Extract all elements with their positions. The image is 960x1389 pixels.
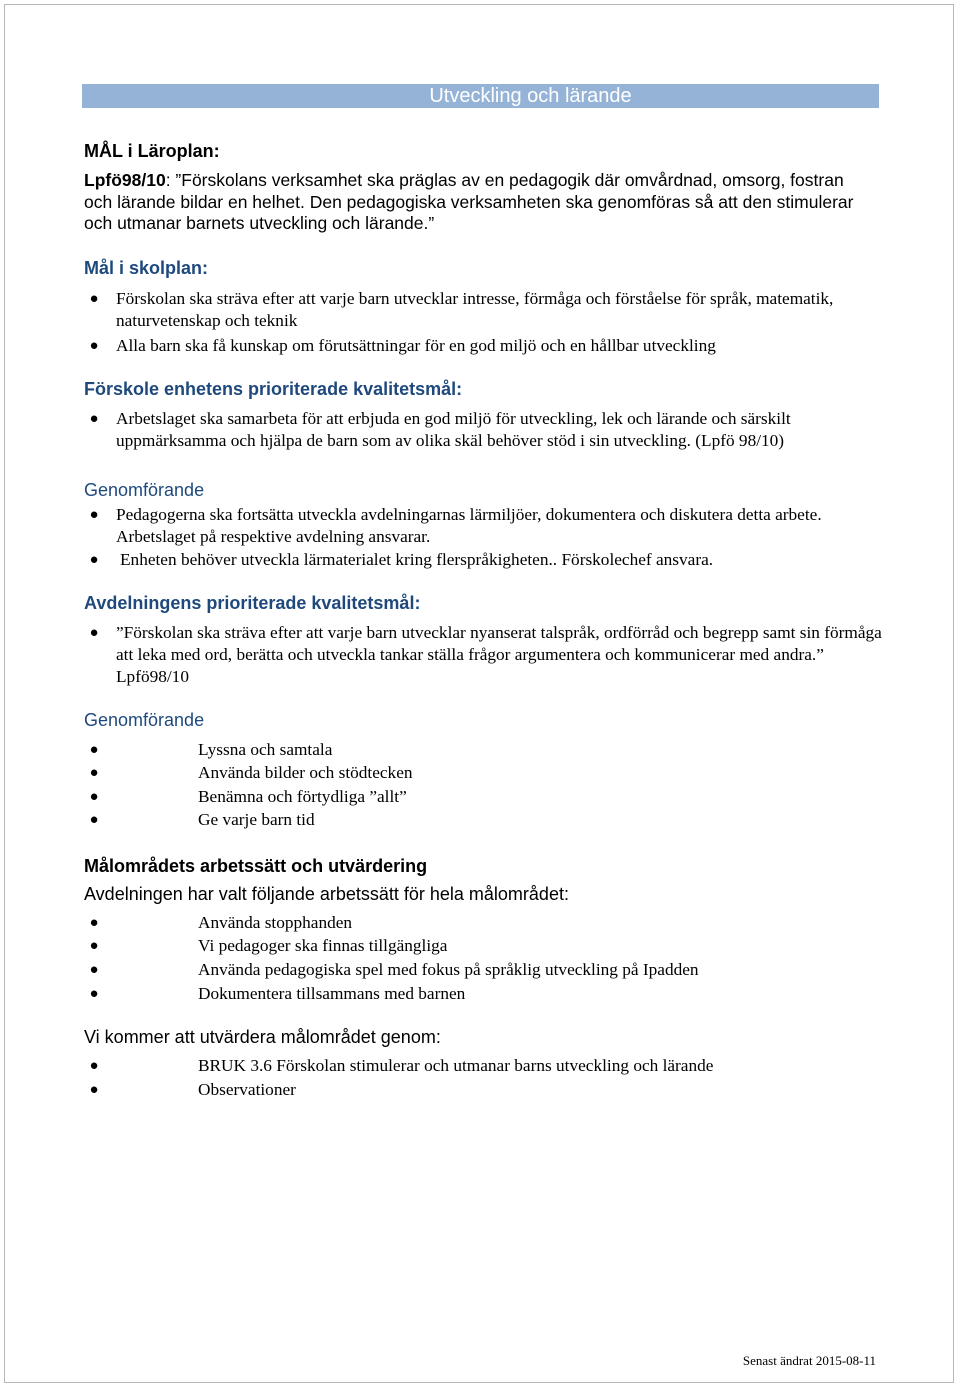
list-item-text: BRUK 3.6 Förskolan stimulerar och utmanar barns utveckling och lärande [198, 1056, 714, 1075]
list-item-text: Enheten behöver utveckla lärmaterialet kring flerspråkigheten.. Förskolechef ansvara. [120, 550, 714, 569]
bullet-dot-icon: ● [89, 625, 99, 641]
last-modified-footer: Senast ändrat 2015-08-11 [742, 1353, 876, 1368]
list-item-text: Observationer [198, 1080, 296, 1099]
list-item [84, 786, 884, 808]
bullet-dot-icon: ● [89, 552, 99, 568]
bullet-dot-icon: ● [89, 962, 99, 978]
bullet-dot-icon: ● [89, 1058, 99, 1074]
bullet-dot-icon: ● [89, 765, 99, 781]
enhet-genomforande-heading: Genomförande [84, 480, 205, 500]
bullet-dot-icon: ● [89, 507, 99, 523]
skolplan-heading: Mål i skolplan: [84, 258, 209, 278]
list-item-text: Använda pedagogiska spel med fokus på språklig utveckling på Ipadden [198, 960, 699, 979]
list-item [84, 1055, 884, 1077]
bullet-dot-icon: ● [89, 338, 99, 354]
list-item-text: Vi pedagoger ska finnas tillgängliga [198, 936, 448, 955]
bullet-dot-icon: ● [89, 291, 99, 307]
list-item-text: Benämna och förtydliga ”allt” [198, 787, 407, 806]
bullet-dot-icon: ● [89, 1082, 99, 1098]
laroplan-paragraph [84, 170, 874, 235]
section-banner: Utveckling och lärande [82, 84, 879, 108]
bullet-dot-icon: ● [89, 742, 99, 758]
enhet-heading: Förskole enhetens prioriterade kvalitetsmål: [84, 379, 463, 399]
list-item [84, 408, 884, 452]
bullet-dot-icon: ● [89, 986, 99, 1002]
list-item [84, 622, 884, 688]
bullet-dot-icon: ● [89, 915, 99, 931]
list-item [84, 1079, 884, 1101]
list-item-text: Dokumentera tillsammans med barnen [198, 984, 466, 1003]
malomrade-heading: Målområdets arbetssätt och utvärdering [84, 856, 428, 876]
list-item [84, 809, 884, 831]
laroplan-heading: MÅL i Läroplan: [84, 141, 220, 161]
list-item [84, 935, 884, 957]
bullet-dot-icon: ● [89, 789, 99, 805]
list-item-text: Använda stopphanden [198, 913, 353, 932]
eval-heading: Vi kommer att utvärdera målområdet genom: [84, 1027, 441, 1047]
list-item-text: Lyssna och samtala [198, 740, 333, 759]
list-item [84, 762, 884, 784]
laroplan-ref: Lpfö98/10 [84, 170, 166, 190]
laroplan-text: : ”Förskolans verksamhet ska präglas av en pedagogik där omvårdnad, omsorg, fostran och lärande bildar en helhet. Den pedagogiska verksamheten ska genomföras så att den stimulerar och utmanar barnets utveckling och lärande.” [84, 170, 854, 233]
list-item [84, 959, 884, 981]
avdelning-heading: Avdelningens prioriterade kvalitetsmål: [84, 593, 421, 613]
list-item-text: Förskolan ska sträva efter att varje barn utvecklar intresse, förmåga och förståelse för språk, matematik, naturvetenskap och teknik [116, 289, 834, 330]
list-item [84, 335, 884, 357]
avdelning-genomforande-heading: Genomförande [84, 710, 205, 730]
bullet-dot-icon: ● [89, 411, 99, 427]
list-item [84, 983, 884, 1005]
list-item-text: Alla barn ska få kunskap om förutsättningar för en god miljö och en hållbar utveckling [116, 336, 716, 355]
list-item-text: Pedagogerna ska fortsätta utveckla avdelningarnas lärmiljöer, dokumentera och diskutera detta arbete. Arbetslaget på respektive avdelning ansvarar. [116, 505, 822, 546]
malomrade-subheading: Avdelningen har valt följande arbetssätt för hela målområdet: [84, 884, 569, 904]
list-item [84, 912, 884, 934]
list-item-text: ”Förskolan ska sträva efter att varje barn utvecklar nyanserat talspråk, ordförråd och begrepp samt sin förmåga att leka med ord, berätta och utveckla tankar ställa frågor argumentera och kommunicerar med andra.” Lpfö98/10 [116, 623, 882, 686]
list-item-text: Använda bilder och stödtecken [198, 763, 413, 782]
bullet-dot-icon: ● [89, 938, 99, 954]
bullet-dot-icon: ● [89, 812, 99, 828]
list-item [84, 288, 884, 332]
list-item-text: Arbetslaget ska samarbeta för att erbjuda en god miljö för utveckling, lek och lärande och särskilt uppmärksamma och hjälpa de barn som av olika skäl behöver stöd i sin utveckling. (Lpfö 98/10) [116, 409, 791, 450]
list-item [84, 549, 884, 571]
list-item-text: Ge varje barn tid [198, 810, 315, 829]
list-item [84, 739, 884, 761]
list-item [84, 504, 884, 548]
